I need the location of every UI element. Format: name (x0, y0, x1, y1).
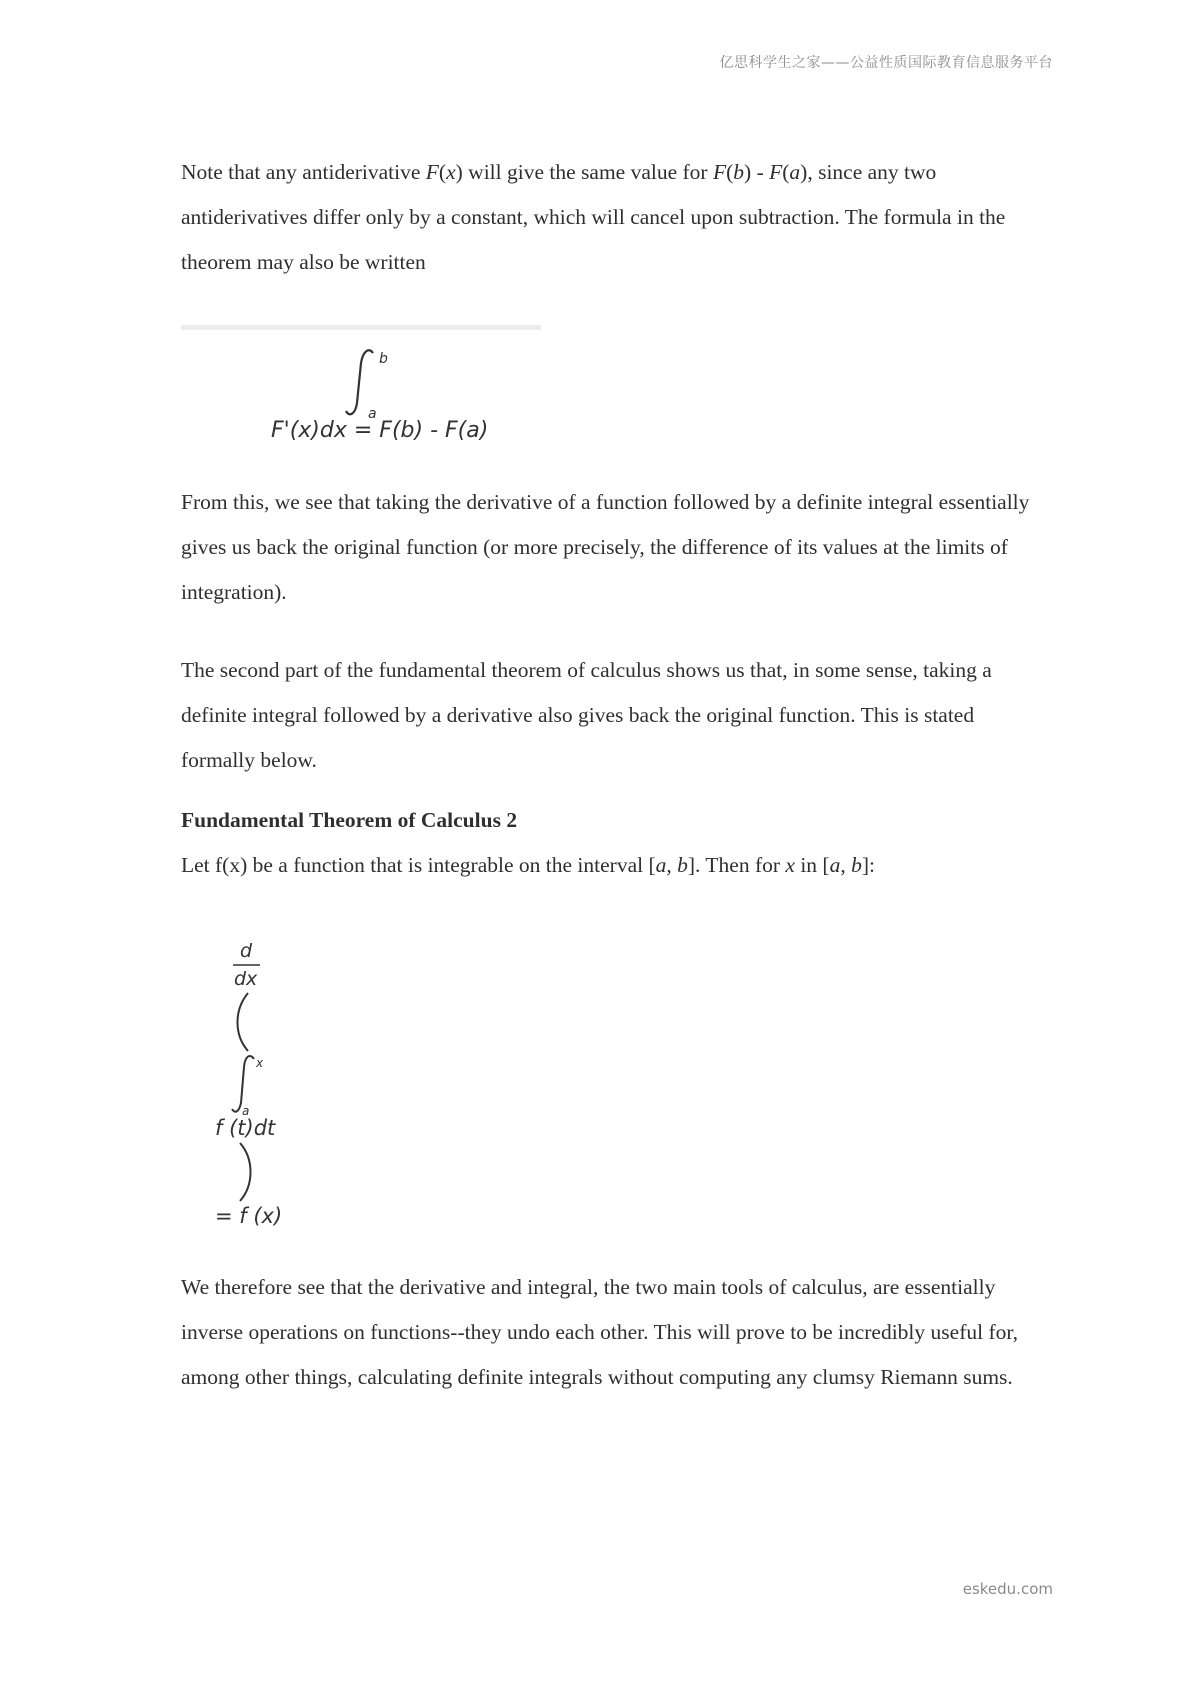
lower-limit: a (242, 1104, 250, 1118)
page-footer: eskedu.com (962, 1580, 1053, 1598)
paragraph-antiderivative: Note that any antiderivative F(x) will give the same value for F(b) - F(a), since any two antiderivatives differ only by a constant, which will cancel upon subtraction. The formula in the theorem may also be written (181, 160, 1006, 274)
integrand: f (t)dt (215, 1116, 276, 1140)
page-header: 亿思科学生之家——公益性质国际教育信息服务平台 (719, 55, 1053, 71)
upper-limit: b (379, 351, 388, 367)
result-expression: = f (x) (215, 1204, 283, 1228)
lower-limit: a (368, 406, 377, 422)
formula-ftc2-image (210, 935, 300, 1235)
formula-ftc1-image (265, 345, 495, 455)
left-paren-icon (238, 993, 249, 1051)
integral-sign-icon (346, 350, 373, 414)
divider-line (181, 325, 541, 330)
paragraph-second-part: The second part of the fundamental theorem of calculus shows us that, in some sense, taking a definite integral followed by a derivative also gives back the original function. This is stated formally below. (181, 658, 992, 772)
paragraph-let: Let f(x) be a function that is integrable on the interval [a, b]. Then for x in [a, b]: (181, 853, 875, 877)
paragraph-derivative-integral: From this, we see that taking the derivative of a function followed by a definite integral essentially gives us back the original function (or more precisely, the difference of its values at the limits of integration). (181, 490, 1030, 604)
d-numerator: d (240, 940, 253, 962)
dx-denominator: dx (234, 968, 258, 990)
formula-expression: F'(x)dx = F(b) - F(a) (271, 418, 489, 443)
right-paren-icon (240, 1143, 251, 1201)
theorem-heading: Fundamental Theorem of Calculus 2 (181, 808, 518, 832)
upper-limit: x (256, 1056, 264, 1070)
paragraph-conclusion: We therefore see that the derivative and integral, the two main tools of calculus, are essentially inverse operations on functions--they undo each other. This will prove to be incredibly useful for, among other things, calculating definite integrals without computing any clumsy Riemann sums. (181, 1275, 1019, 1389)
